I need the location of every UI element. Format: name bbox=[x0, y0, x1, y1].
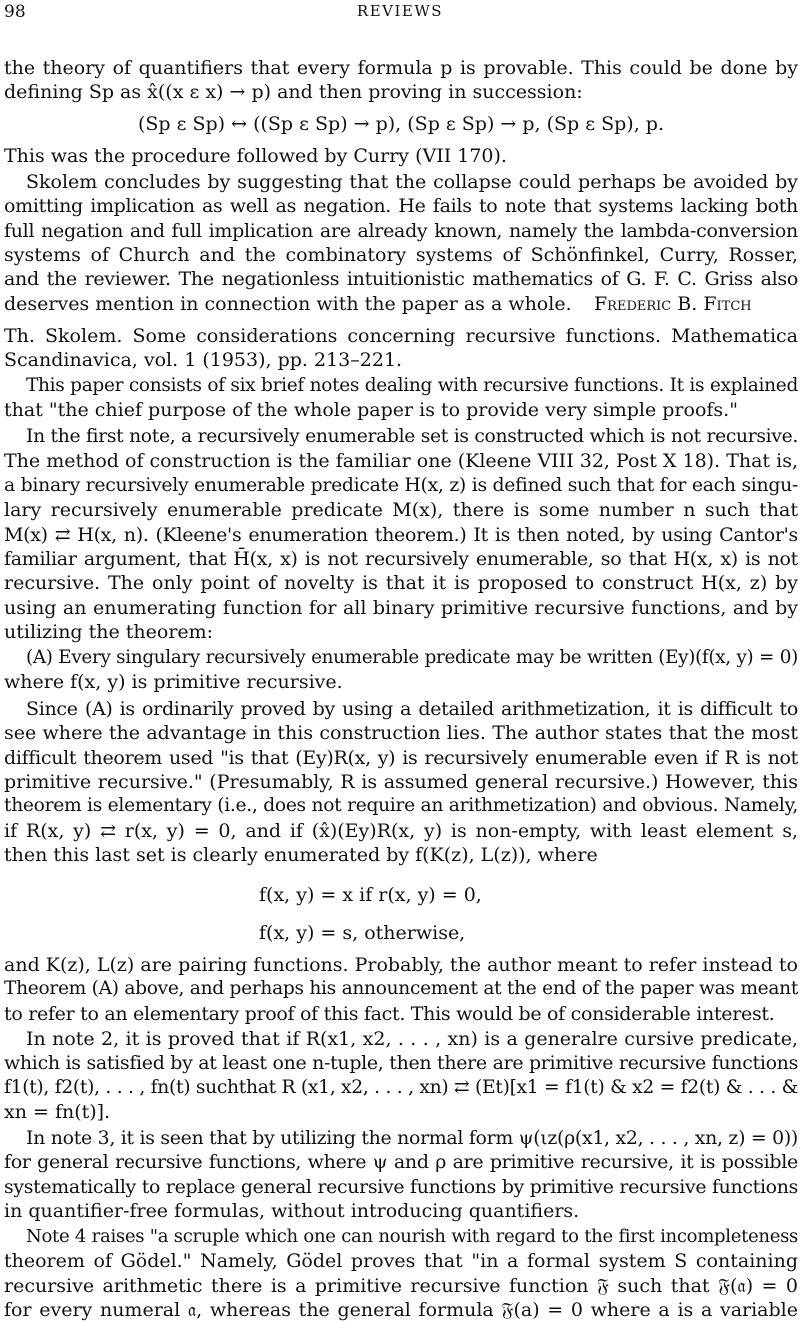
running-head: REVIEWS bbox=[356, 2, 444, 20]
text-line: and the reviewer. The negationless intuitionistic mathematics of G. F. C. Griss also bbox=[4, 268, 798, 291]
display-formula: (Sp ε Sp) ↔ ((Sp ε Sp) → p), (Sp ε Sp) → p, (Sp ε Sp), p. bbox=[137, 113, 664, 136]
text-line: which is satisfied by at least one n-tuple, then there are primitive recursive functions bbox=[4, 1052, 798, 1075]
page-header bbox=[0, 2, 800, 24]
text-line: M(x) ⇄ H(x, n). (Kleene's enumeration theorem.) It is then noted, by using Cantor's bbox=[4, 523, 798, 546]
text-line: Skolem concludes by suggesting that the collapse could perhaps be avoided by bbox=[26, 170, 798, 193]
text-line: in quantifier-free formulas, without introducing quantifiers. bbox=[4, 1200, 580, 1223]
text-line: theorem is elementary (i.e., does not require an arithmetization) and obvious. Namely, bbox=[4, 795, 798, 817]
text-line: defining Sp as x̂((x ε x) → p) and then proving in succession: bbox=[4, 81, 583, 104]
text-line: utilizing the theorem: bbox=[4, 621, 214, 644]
text-line: This was the procedure followed by Curry (VII 170). bbox=[4, 145, 507, 168]
text-line: primitive recursive." (Presumably, R is assumed general recursive.) However, this bbox=[4, 771, 798, 794]
text-line: to refer to an elementary proof of this fact. This would be of considerable interest. bbox=[4, 1002, 775, 1025]
text-line: full negation and full implication are already known, namely the lambda-conversion bbox=[4, 219, 798, 242]
text-line: systematically to replace general recursive functions by primitive recursive functions bbox=[4, 1175, 798, 1198]
text-line: a binary recursively enumerable predicate H(x, z) is defined such that for each singu- bbox=[4, 474, 798, 496]
text-line: deserves mention in connection with the paper as a whole. bbox=[4, 292, 572, 315]
citation-line: Th. Skolem. Some considerations concerning recursive functions. Mathematica bbox=[4, 324, 798, 347]
text-line: lary recursively enumerable predicate M(x), there is some number n such that bbox=[4, 499, 798, 522]
text-line: using an enumerating function for all binary primitive recursive functions, and by bbox=[4, 596, 798, 619]
text-line: the theory of quantifiers that every formula p is provable. This could be done by bbox=[4, 56, 798, 79]
text-line: for general recursive functions, where ψ and ρ are primitive recursive, it is possible bbox=[4, 1151, 798, 1174]
text-line: that "the chief purpose of the whole paper is to provide very simple proofs." bbox=[4, 399, 738, 422]
display-formula: f(x, y) = x if r(x, y) = 0, bbox=[259, 883, 482, 906]
theorem-line: (A) Every singulary recursively enumerable predicate may be written (Ey)(f(x, y) = 0) bbox=[26, 646, 798, 668]
text-line: familiar argument, that H̄(x, x) is not recursively enumerable, so that H(x, x) is not bbox=[4, 547, 798, 570]
text-line: In note 3, it is seen that by utilizing the normal form ψ(ιz(ρ(x1, x2, . . . , xn, z) = 0)) bbox=[26, 1126, 798, 1149]
text-line: Note 4 raises "a scruple which one can nourish with regard to the first incompleteness bbox=[26, 1225, 798, 1247]
display-formula: f(x, y) = s, otherwise, bbox=[259, 921, 466, 944]
text-line: difficult theorem used "is that (Ey)R(x, y) is recursively enumerable even if R is not bbox=[4, 746, 798, 769]
text-line: then this last set is clearly enumerated by f(K(z), L(z)), where bbox=[4, 844, 598, 867]
text-line: see where the advantage in this construction lies. The author states that the most bbox=[4, 722, 798, 745]
text-line: omitting implication as well as negation. He fails to note that systems lacking both bbox=[4, 195, 798, 218]
theorem-line: where f(x, y) is primitive recursive. bbox=[4, 671, 343, 694]
text-line: Theorem (A) above, and perhaps his announcement at the end of the paper was meant bbox=[4, 978, 798, 1000]
text-line: In the first note, a recursively enumerable set is constructed which is not recursive. bbox=[26, 425, 798, 447]
text-line: xn = fn(t)]. bbox=[4, 1101, 111, 1124]
text-line: Since (A) is ordinarily proved by using a detailed arithmetization, it is difficult to bbox=[26, 697, 798, 720]
text-line: and K(z), L(z) are pairing functions. Probably, the author meant to refer instead to bbox=[4, 953, 798, 976]
text-line: for every numeral 𝔞, whereas the general formula 𝔉(a) = 0 where a is a variable bbox=[4, 1299, 798, 1321]
text-line: systems of Church and the combinatory systems of Schönfinkel, Curry, Rosser, bbox=[4, 243, 798, 266]
text-line: recursive. The only point of novelty is that it is proposed to construct H(x, z) by bbox=[4, 572, 798, 595]
citation-line: Scandinavica, vol. 1 (1953), pp. 213–221. bbox=[4, 349, 403, 372]
text-line: recursive arithmetic there is a primitive recursive function 𝔉 such that 𝔉(𝔞) = 0 bbox=[4, 1274, 798, 1297]
page-number: 98 bbox=[4, 2, 26, 22]
text-line: theorem of Gödel." Namely, Gödel proves that "in a formal system S containing bbox=[4, 1250, 798, 1273]
text-line: f1(t), f2(t), . . . , fn(t) suchthat R (x1, x2, . . . , xn) ⇄ (Et)[x1 = f1(t) & x2 = f2(t) & . . . & bbox=[4, 1076, 798, 1098]
text-line: This paper consists of six brief notes dealing with recursive functions. It is explained bbox=[26, 374, 798, 396]
reviewer-signature: Frederic B. Fitch bbox=[594, 292, 752, 315]
text-line: if R(x, y) ⇄ r(x, y) = 0, and if (x̂)(Ey)R(x, y) is non-empty, with least element s, bbox=[4, 819, 798, 842]
text-line: The method of construction is the familiar one (Kleene VIII 32, Post X 18). That is, bbox=[4, 450, 798, 473]
text-line: In note 2, it is proved that if R(x1, x2, . . . , xn) is a generalre cursive predicate, bbox=[26, 1027, 798, 1050]
